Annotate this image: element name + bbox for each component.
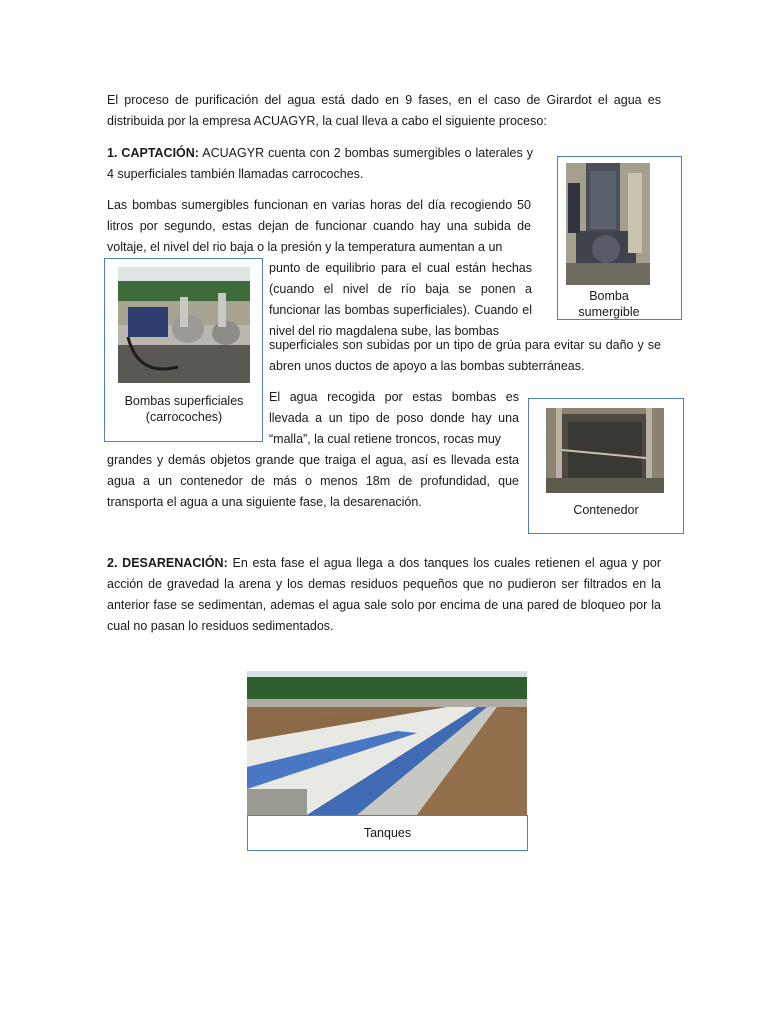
tanques-caption: Tanques — [363, 826, 412, 840]
contenedor-photo — [546, 408, 664, 493]
bomba-sumergible-photo — [566, 163, 650, 285]
tanques-photo — [247, 671, 527, 815]
figure-contenedor — [528, 398, 684, 534]
agua-recogida-paragraph-side: El agua recogida por estas bombas es llevada a un tipo de poso donde hay una “malla”, la cual retiene troncos, rocas muy — [269, 390, 519, 446]
figure-tanques — [247, 671, 527, 851]
bombas-sumergibles-paragraph-bottom: superficiales son subidas por un tipo de grúa para evitar su daño y se abren unos ductos de apoyo a las bombas subterráneas. — [269, 338, 661, 373]
figure-bomba-sumergible — [557, 156, 682, 320]
desarenacion-text: En esta fase el agua llega a dos tanques los cuales retienen el agua y por acción de gravedad la arena y los demas residuos pequeños que no pudieron ser filtrados en la anterior fase se sedimentan, ademas el agua sale solo por encima de una pared de bloqueo por la cual no pasan lo residuos sedimentados. — [107, 556, 662, 633]
bomba-sumergible-caption: Bomba sumergible — [578, 289, 640, 319]
captacion-paragraph — [107, 143, 533, 185]
figure-bombas-superficiales — [104, 258, 263, 442]
bombas-superficiales-photo — [118, 267, 250, 383]
captacion-lead: ACUAGYR cuenta con 2 bombas sumergibles o laterales y 4 superficiales también llamadas carrocoches. — [107, 146, 534, 181]
contenedor-caption: Contenedor — [573, 503, 639, 517]
bombas-sumergibles-paragraph: Las bombas sumergibles funcionan en varias horas del día recogiendo 50 litros por segundo, estas dejan de funcionar cuando hay una subida de voltaje, el nivel del rio baja o la presión y la temperatura aumentan a un — [107, 198, 531, 254]
bombas-sumergibles-paragraph-side: punto de equilibrio para el cual están hechas (cuando el nivel de río baja se ponen a funcionar las bombas superficiales). Cuando el nivel del rio magdalena sube, las bombas — [269, 261, 532, 338]
captacion-heading: 1. CAPTACIÓN: — [107, 146, 199, 160]
desarenacion-paragraph — [107, 553, 661, 637]
intro-paragraph: El proceso de purificación del agua está dado en 9 fases, en el caso de Girardot el agua es distribuida por la empresa ACUAGYR, la cual lleva a cabo el siguiente proceso: — [107, 93, 661, 128]
desarenacion-heading: 2. DESARENACIÓN: — [107, 556, 228, 570]
tanques-caption-box — [247, 815, 528, 851]
bombas-superficiales-caption: Bombas superficiales (carrocoches) — [124, 394, 244, 424]
agua-recogida-paragraph-bottom: grandes y demás objetos grande que traiga el agua, así es llevada esta agua a un contenedor de más o menos 18m de profundidad, que transporta el agua a una siguiente fase, la desarenación. — [107, 453, 519, 509]
